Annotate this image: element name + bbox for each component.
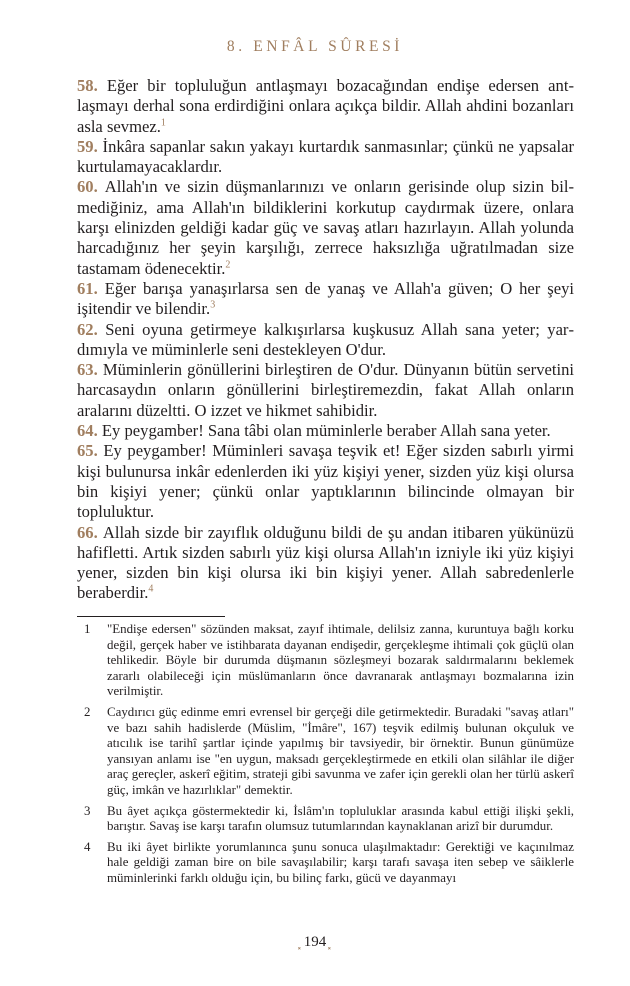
verse-number: 62.	[77, 319, 98, 339]
verse-text: Allah'ın ve sizin düşmanlarınızı ve onların gerisinde olup sizin bilmediğiniz, ama Allah'ın bildiklerini korkutup caydırmak üzere, onlara karşı elinizden geldiği kadar güç ve savaş atları hazırlayın. Allah yolunda harcadığınız her şeyin karşılığı, zerrece haksızlığa uğratılmadan size tastamam ödenecektir.	[77, 177, 574, 278]
verse-text: Ey peygamber! Sana tâbi olan müminlerle beraber Allah sana yeter.	[101, 421, 551, 441]
verse-61	[77, 279, 574, 320]
verse-text: Ey peygamber! Müminleri savaşa teşvik et! Eğer sizden sabırlı yirmi kişi bulunursa inkâr edenlerden iki yüz kişiyi yener, sizden yüz kişi olursa bin kişiyi yener; çünkü onlar yaptıklarının bilincinde olmayan bir topluluktur.	[77, 441, 574, 522]
page-footer	[0, 931, 630, 951]
running-header: 8. ENFÂL SÛRESİ	[226, 38, 404, 55]
footnote-text: Caydırıcı güç edinme emri evrensel bir gerçeği dile getirmektedir. Buradaki "savaş atları" ve bazı sahih hadislerde (Müslim, "İmâre", 167) teşvik edilmiş bulunan okçuluk ve atıcılık ise tarihî şartlar içinde yapılmış bir tavsiyedir, bir örnektir. Bunun günümüze yansıyan anlamı ise "en uygun, maksadı gerçekleştirmede en etkili olan silâhlar ile diğer araç gereçler, askerî eğitim, strateji gibi savunma ve zafer için gerekli olan her türlü askerî güç, imkân ve hazırlıklar" demektir.	[107, 704, 574, 797]
verse-64	[77, 421, 574, 441]
ornament-left-icon: ⸼	[298, 934, 302, 950]
footnote-text: Bu iki âyet birlikte yorumlanınca şunu sonuca ulaşılmaktadır: Gerektiği ve kaçınılmaz hale geldiği zaman bire on bile savaşılabilir; karşı tarafı savaşa iten sebep ve sâiklerle müminlerinki farklı olduğu için, bu bilinç farkı, gücü ve dayanmayı	[107, 839, 574, 885]
verse-65	[77, 441, 574, 522]
verse-text: Seni oyuna getirmeye kalkışırlarsa kuşkusuz Allah sana yeter; yardımıyla ve müminlerle seni destekleyen O'dur.	[77, 319, 574, 359]
footnote-4	[77, 840, 574, 887]
footnote-ref[interactable]: 2	[225, 259, 231, 271]
verse-number: 66.	[77, 522, 98, 542]
verse-text: İnkâra sapanlar sakın yakayı kurtardık sanmasınlar; çünkü ne yapsalar kurtulamayacaklardır.	[77, 136, 574, 177]
verse-text: Eğer bir topluluğun antlaşmayı bozacağından endişe edersen antlaşmayı derhal sona erdirdiğini onlara açıkça bildir. Allah ahdini bozanları asla sevmez.	[77, 76, 574, 136]
verse-66	[77, 523, 574, 604]
footnote-number: 4	[84, 839, 91, 854]
verse-text: Müminlerin gönüllerini birleştiren de O'dur. Dünyanın bütün servetini harcasaydın onların gönüllerini birleştiremezdin, fakat Allah onların aralarını düzeltti. O izzet ve hikmet sahibidir.	[77, 360, 574, 420]
footnote-2	[77, 705, 574, 799]
footnote-ref[interactable]: 3	[210, 299, 216, 311]
verse-60	[77, 177, 574, 278]
ornament-right-icon: ⸼	[328, 934, 332, 950]
verse-number: 64.	[77, 421, 98, 441]
page-number: 194	[303, 934, 327, 950]
verse-number: 65.	[77, 441, 98, 461]
verse-number: 61.	[77, 278, 98, 298]
footnote-ref[interactable]: 1	[160, 117, 166, 129]
footnote-list	[77, 622, 574, 892]
footnote-3	[77, 804, 574, 835]
verse-list	[77, 76, 574, 604]
footnote-text: "Endişe edersen" sözünden maksat, zayıf ihtimale, delilsiz zanna, kuruntuya bağlı korku değil, gerçek haber ve istihbarata dayanan endişedir, gerçekleşme ihtimali çok güçlü olan tehlikedir. Böyle bir durumda düşmanın sözleşmeyi bozarak saldırmalarını beklemek zararlı olabileceği için müslümanların önce davranarak antlaşmayı bozmalarına izin verilmiştir.	[107, 622, 574, 699]
verse-63	[77, 360, 574, 421]
verse-number: 59.	[77, 136, 98, 156]
footnote-text: Bu âyet açıkça göstermektedir ki, İslâm'ın topluluklar arasında kabul ettiği ilişki şekli, barıştır. Savaş ise karşı tarafın olumsuz tutumlarından kaynaklanan arizî bir durumdur.	[107, 803, 574, 834]
footnote-number: 1	[84, 622, 91, 636]
verse-text: Eğer barışa yanaşırlarsa sen de yanaş ve Allah'a güven; O her şeyi işitendir ve bilendir.	[77, 278, 574, 319]
verse-number: 60.	[77, 177, 98, 197]
verse-text: Allah sizde bir zayıflık olduğunu bildi de şu andan itibaren yükünüzü hafifletti. Artık sizden sabırlı yüz kişi olursa Allah'ın izniyle iki yüz kişiyi yener, sizden bin kişi olursa iki bin kişiyi yener. Allah sabredenlerle beraberdir.	[77, 522, 574, 603]
footnote-ref[interactable]: 4	[148, 583, 154, 595]
footnote-1	[77, 622, 574, 700]
footnote-number: 3	[84, 803, 91, 818]
verse-58	[77, 76, 574, 137]
verse-59	[77, 137, 574, 178]
footnote-number: 2	[84, 704, 91, 719]
footnote-divider	[77, 616, 225, 617]
verse-62	[77, 320, 574, 361]
verse-number: 58.	[77, 76, 98, 95]
verse-number: 63.	[77, 360, 98, 380]
